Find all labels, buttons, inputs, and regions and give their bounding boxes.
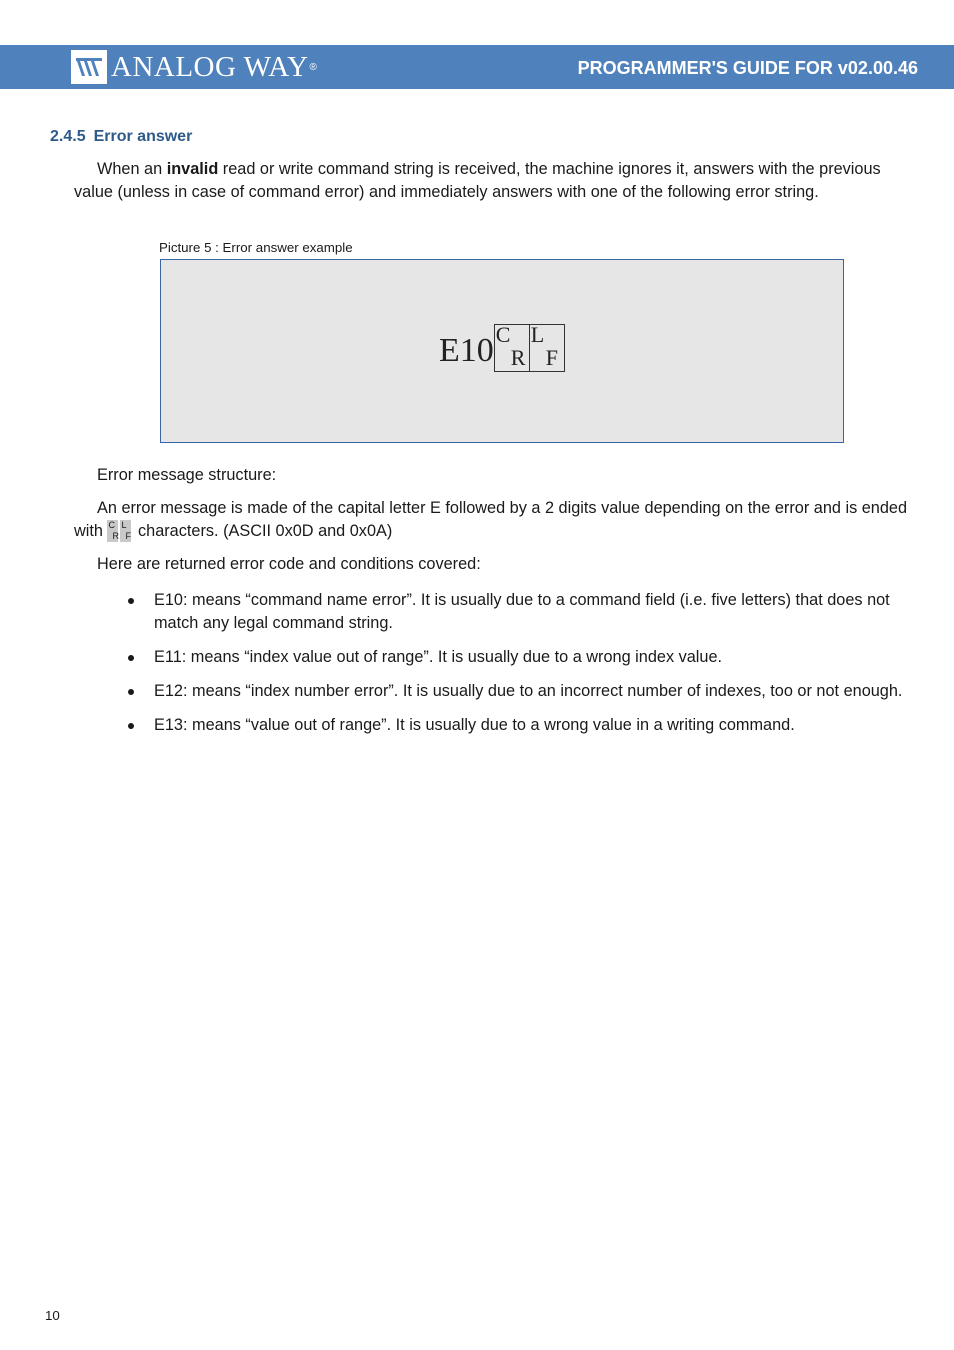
logo-mark-icon (71, 50, 107, 84)
registered-mark: ® (309, 61, 317, 73)
cr-glyph: C R (108, 520, 119, 541)
guide-title: PROGRAMMER'S GUIDE FOR v02.00.46 (577, 58, 918, 78)
list-item: E12: means “index number error”. It is usually due to an incorrect number of indexes, too or not enough. (128, 680, 918, 703)
error-example (439, 324, 565, 374)
lf-glyph: L F (121, 520, 131, 541)
bullet-icon (128, 598, 134, 604)
bullet-icon (128, 689, 134, 695)
bullet-icon (128, 723, 134, 729)
list-item: E11: means “index value out of range”. It is usually due to a wrong index value. (128, 646, 918, 669)
figure-caption: Picture 5 : Error answer example (159, 240, 353, 255)
list-item: E13: means “value out of range”. It is usually due to a wrong value in a writing command. (128, 714, 918, 737)
logo-text: ANALOG WAY (111, 51, 309, 83)
structure-label: Error message structure: (97, 466, 277, 484)
intro-paragraph: When an invalid read or write command string is received, the machine ignores it, answers with the previous value (unless in case of command error) and immediately answers with one of the following error string. (74, 160, 881, 201)
bullet-icon (128, 655, 134, 661)
bold-invalid: invalid (166, 160, 219, 178)
list-item: E10: means “command name error”. It is usually due to a command field (i.e. five letters) that does not match any legal command string. (128, 589, 918, 635)
section-heading (50, 127, 192, 147)
error-code-text: E10 (439, 332, 494, 369)
section-title: Error answer (93, 128, 193, 145)
analog-way-logo (71, 50, 317, 84)
error-code-list (128, 589, 918, 748)
page-header (0, 45, 954, 89)
section-number: 2.4.5 (50, 128, 86, 145)
cr-box: C R (494, 324, 530, 372)
lf-box: L F (530, 324, 565, 372)
error-answer-figure (160, 259, 844, 443)
structure-paragraph: An error message is made of the capital letter E followed by a 2 digits value depending on the error and is ended with C R L F characters. (ASCII 0x0D and 0x0A) (74, 499, 908, 541)
codes-intro: Here are returned error code and conditions covered: (97, 555, 481, 573)
page-number: 10 (45, 1308, 60, 1323)
